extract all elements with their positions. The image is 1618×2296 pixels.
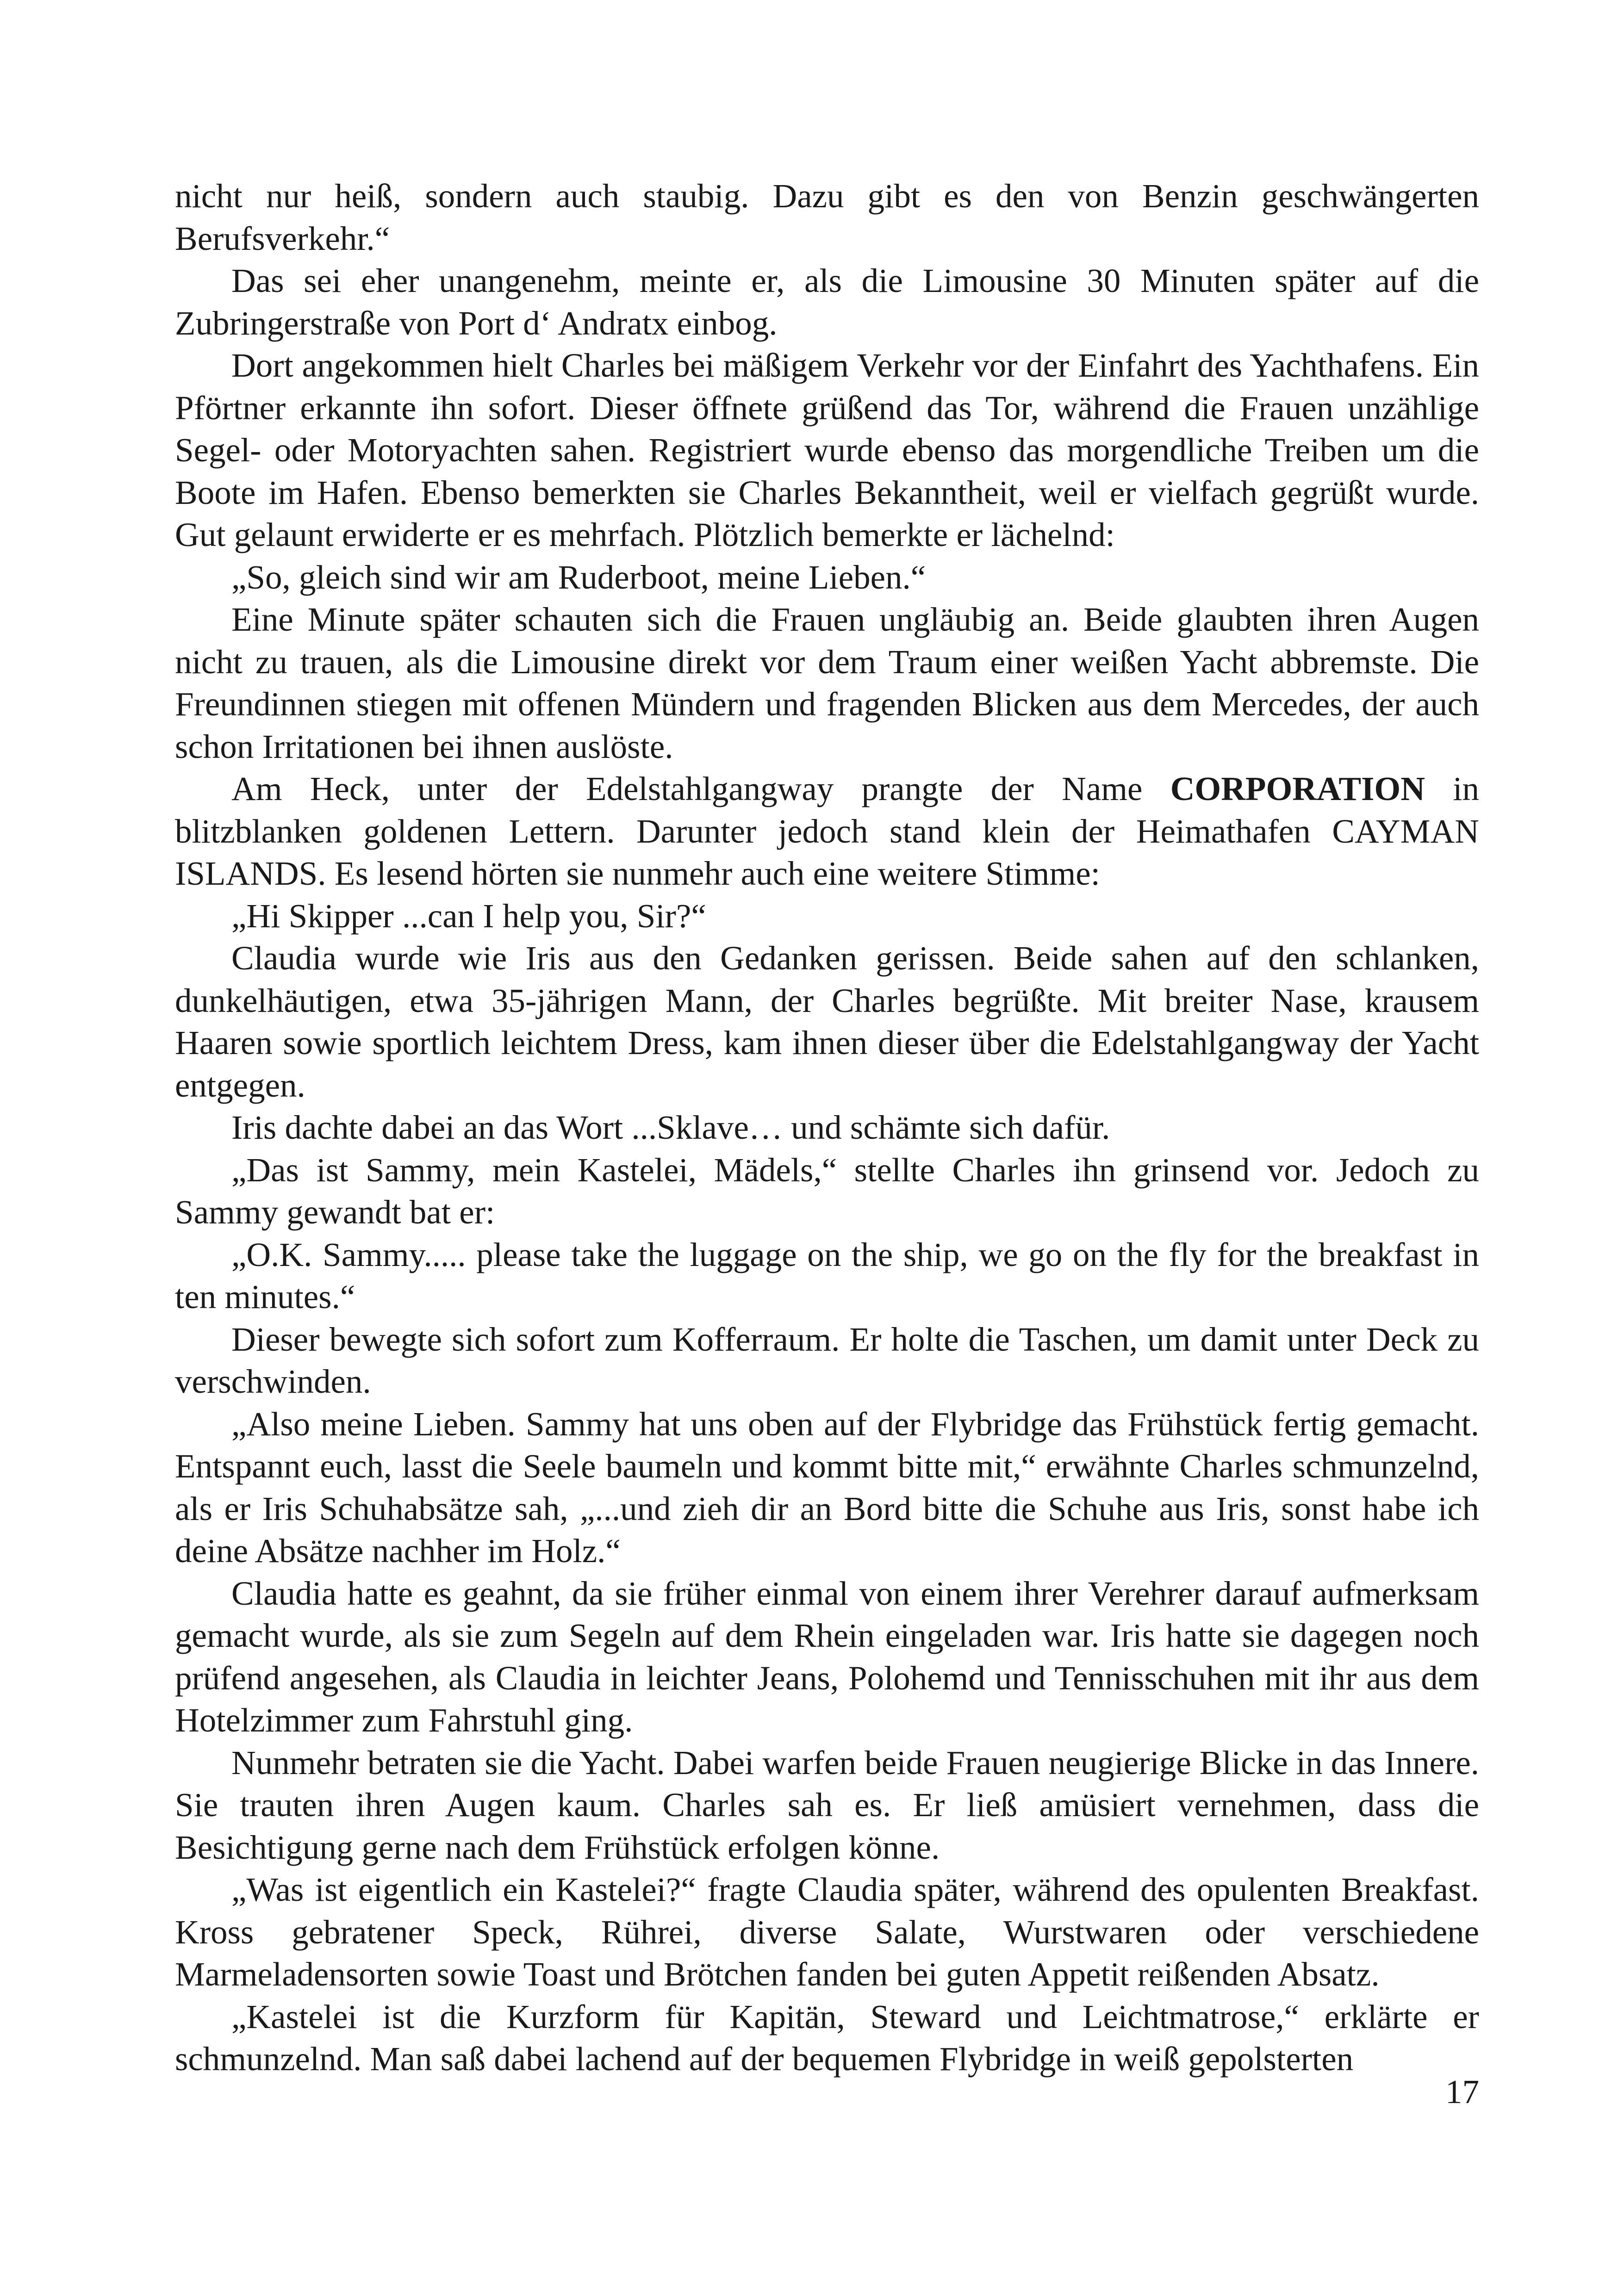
paragraph: „O.K. Sammy..... please take the luggage on the ship, we go on the fly for the breakfast in ten minutes.“ [175,1235,1479,1316]
paragraph: „Also meine Lieben. Sammy hat uns oben auf der Flybridge das Frühstück fertig gemacht. Entspannt euch, lasst die Seele baumeln und kommt bitte mit,“ erwähnte Charles schmunzelnd, als er Iris Schuhabsätze sah, „...und zieh dir an Bord bitte die Schuhe aus Iris, sonst habe ich deine Absätze nachher im Holz.“ [175,1405,1479,1570]
paragraph: Dort angekommen hielt Charles bei mäßigem Verkehr vor der Einfahrt des Yachthafens. Ein Pförtner erkannte ihn sofort. Dieser öffnete grüßend das Tor, während die Frauen unzählige Segel- oder Motoryachten sahen. Registriert wurde ebenso das morgendliche Treiben um die Boote im Hafen. Ebenso bemerkten sie Charles Bekanntheit, weil er vielfach gegrüßt wurde. Gut gelaunt erwiderte er es mehrfach. Plötzlich bemerkte er lächelnd: [175,347,1479,553]
paragraph: Iris dachte dabei an das Wort ...Sklave… und schämte sich dafür. [231,1109,1110,1146]
yacht-name: CORPORATION [1170,770,1425,807]
paragraph: nicht nur heiß, sondern auch staubig. Dazu gibt es den von Benzin geschwängerten Berufsverkehr.“ [175,177,1479,257]
paragraph: „Das ist Sammy, mein Kastelei, Mädels,“ stellte Charles ihn grinsend vor. Jedoch zu Sammy gewandt bat er: [175,1151,1479,1231]
paragraph: „Kastelei ist die Kurzform für Kapitän, Steward und Leichtmatrose,“ erklärte er schmunzelnd. Man saß dabei lachend auf der bequemen Flybridge in weiß gepolsterten [175,1998,1479,2078]
paragraph: Dieser bewegte sich sofort zum Kofferraum. Er holte die Taschen, um damit unter Deck zu verschwinden. [175,1320,1479,1400]
paragraph: Eine Minute später schauten sich die Frauen ungläubig an. Beide glaubten ihren Augen nicht zu trauen, als die Limousine direkt vor dem Traum einer weißen Yacht abbremste. Die Freundinnen stiegen mit offenen Mündern und fragenden Blicken aus dem Mercedes, der auch schon Irritationen bei ihnen auslöste. [175,601,1479,765]
paragraph: Claudia hatte es geahnt, da sie früher einmal von einem ihrer Verehrer darauf aufmerksam gemacht wurde, als sie zum Segeln auf dem Rhein eingeladen war. Iris hatte sie dagegen noch prüfend angesehen, als Claudia in leichter Jeans, Polohemd und Tennisschuhen mit ihr aus dem Hotelzimmer zum Fahrstuhl ging. [175,1574,1479,1739]
page-number: 17 [1445,2073,1479,2110]
paragraph: „So, gleich sind wir am Ruderboot, meine Lieben.“ [231,558,926,596]
paragraph: Nunmehr betraten sie die Yacht. Dabei warfen beide Frauen neugierige Blicke in das Innere. Sie trauten ihren Augen kaum. Charles sah es. Er ließ amüsiert vernehmen, dass die Besichtigung gerne nach dem Frühstück erfolgen könne. [175,1744,1479,1866]
body-text [175,175,1479,2080]
paragraph: Das sei eher unangenehm, meinte er, als die Limousine 30 Minuten später auf die Zubringerstraße von Port d‘ Andratx einbog. [175,262,1479,342]
paragraph [175,768,1479,895]
paragraph: „Was ist eigentlich ein Kastelei?“ fragte Claudia später, während des opulenten Breakfast. Kross gebratener Speck, Rührei, diverse Salate, Wurstwaren oder verschiedene Marmeladensorten sowie Toast und Brötchen fanden bei guten Appetit reißenden Absatz. [175,1871,1479,1993]
paragraph: „Hi Skipper ...can I help you, Sir?“ [231,897,706,935]
paragraph: Claudia wurde wie Iris aus den Gedanken gerissen. Beide sahen auf den schlanken, dunkelhäutigen, etwa 35-jährigen Mann, der Charles begrüßte. Mit breiter Nase, krausem Haaren sowie sportlich leichtem Dress, kam ihnen dieser über die Edelstahlgangway der Yacht entgegen. [175,939,1479,1104]
paragraph-text: Am Heck, unter der Edelstahlgangway prangte der Name [231,770,1170,807]
paragraph-text: in blitzblanken goldenen Lettern. Darunter jedoch stand klein der Heimathafen CAYMAN ISLANDS. Es lesend hörten sie nunmehr auch eine weitere Stimme: [175,770,1479,892]
